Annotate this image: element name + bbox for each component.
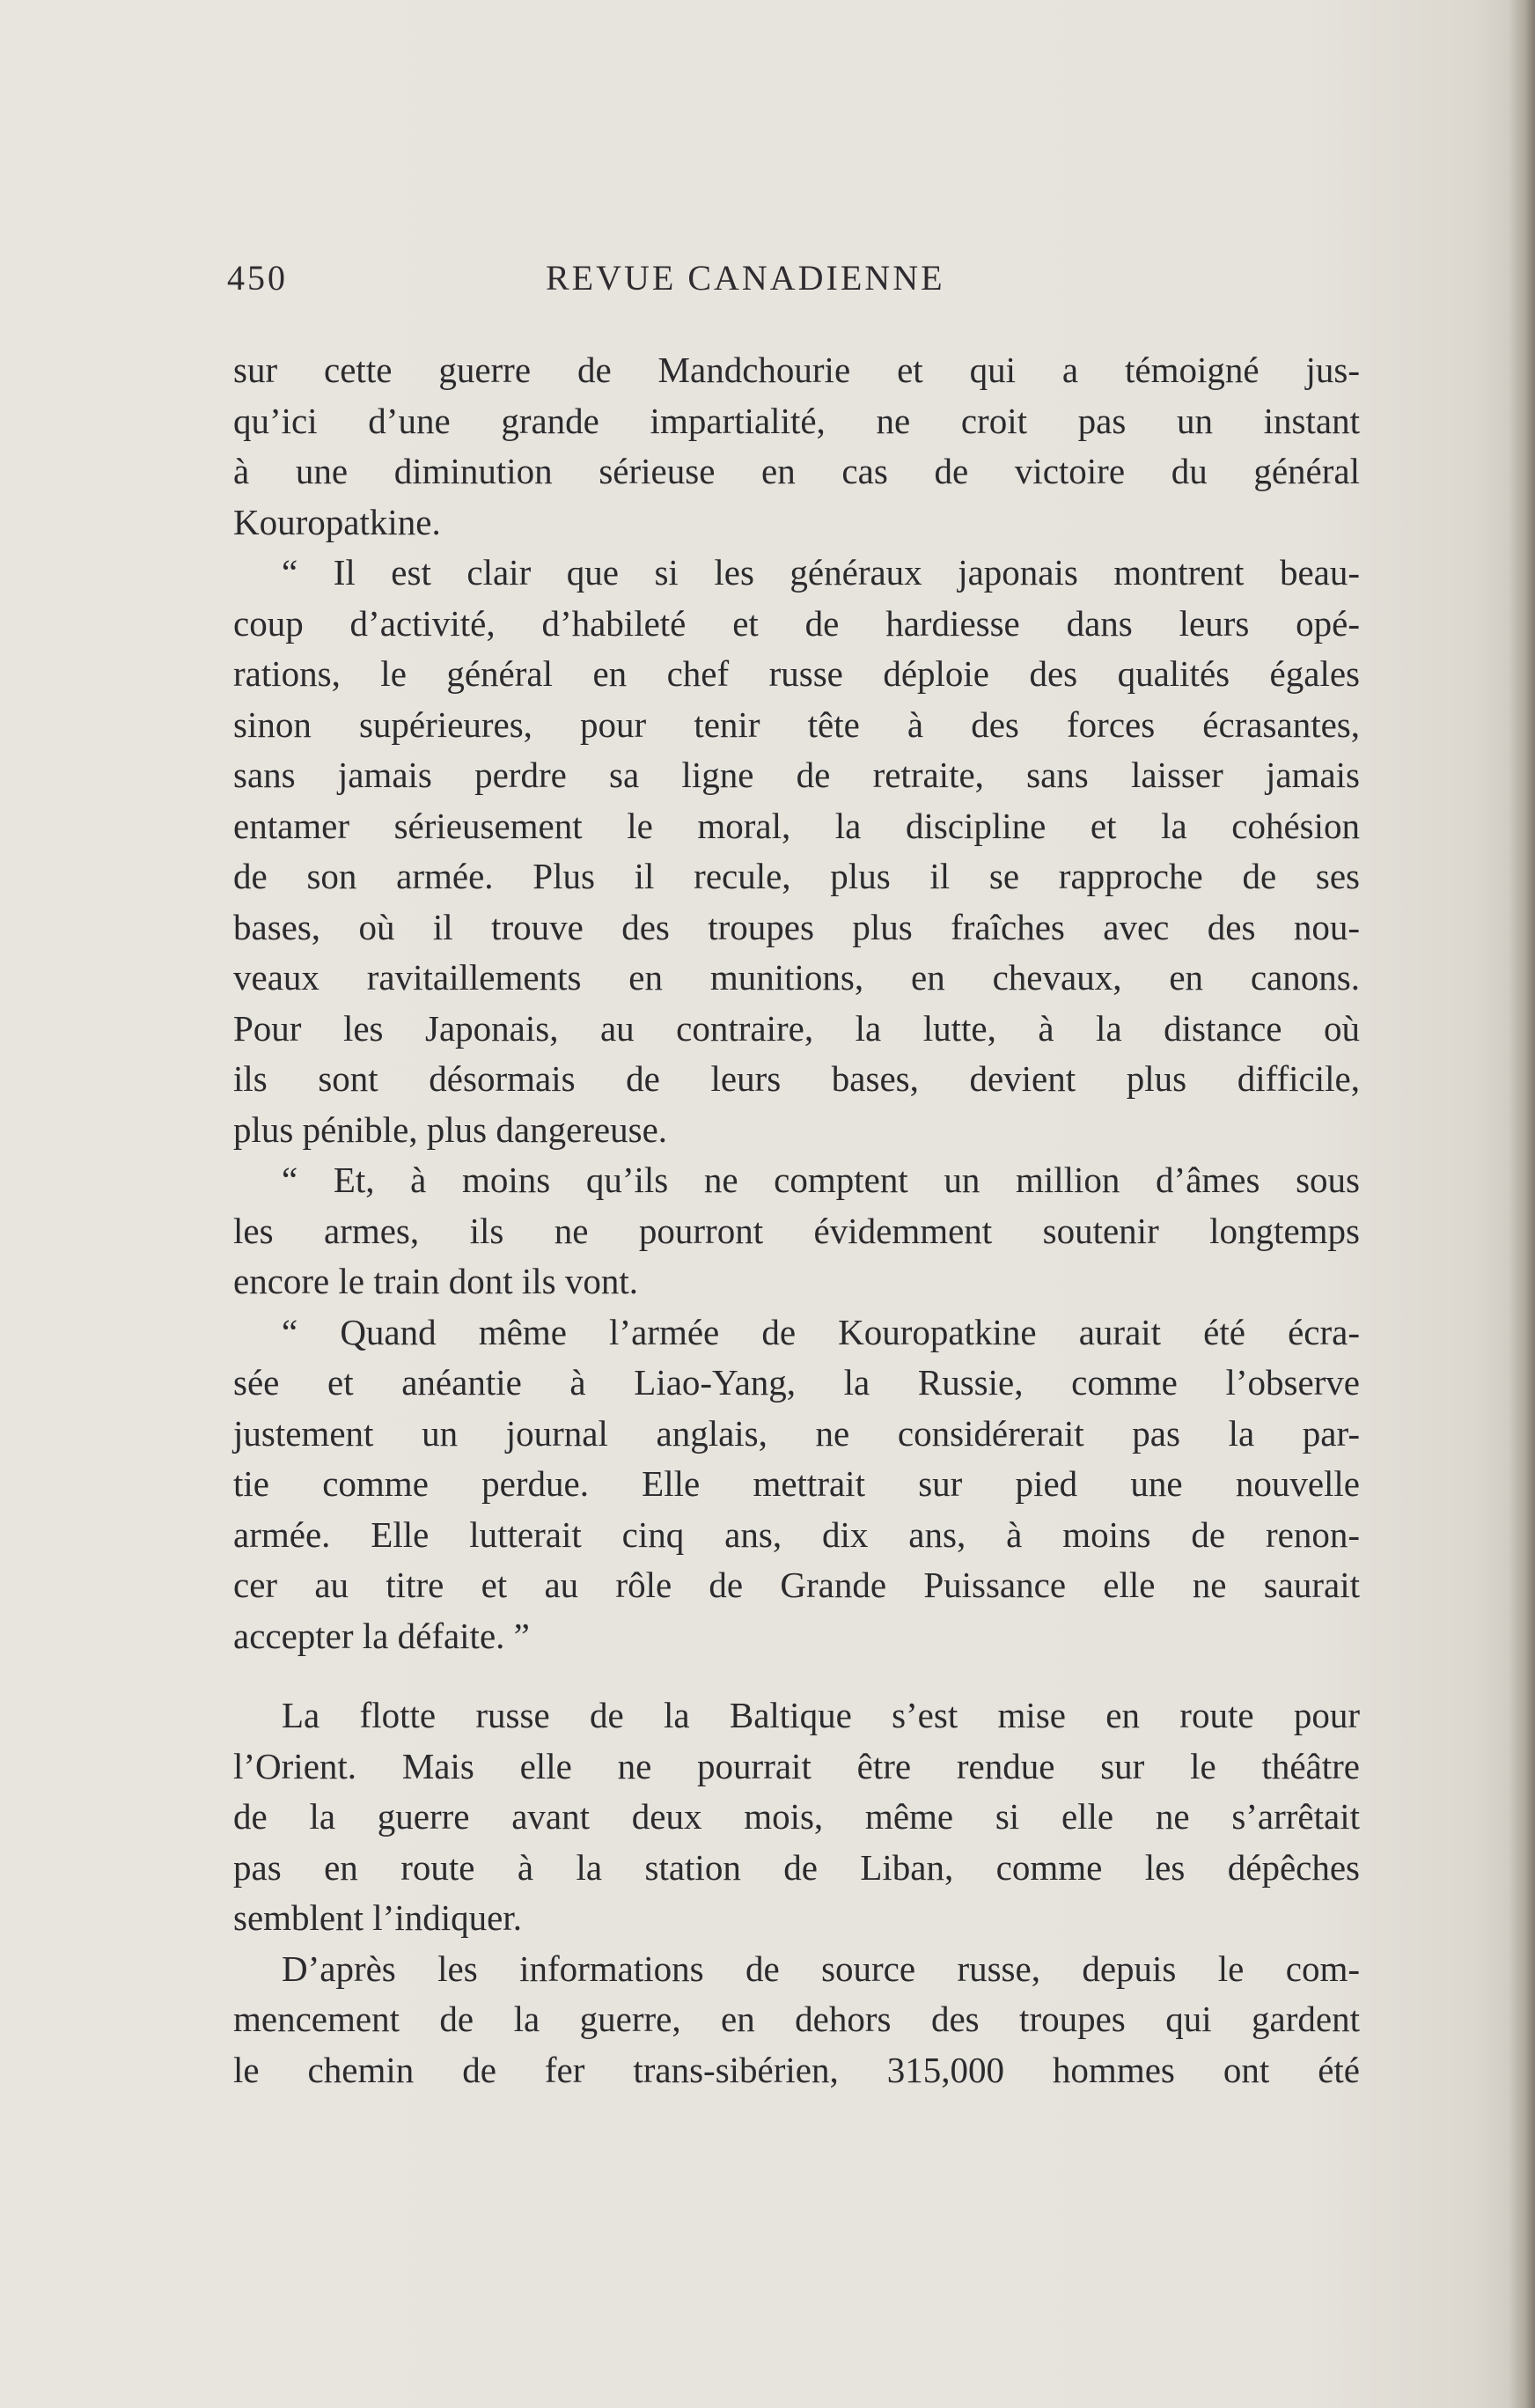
text-line: entamer sérieusement le moral, la discipline et la cohésion (233, 805, 1360, 846)
running-title: REVUE CANADIENNE (546, 258, 945, 298)
text-line: l’Orient. Mais elle ne pourrait être rendue sur le théâtre (233, 1745, 1360, 1786)
text-line: “ Quand même l’armée de Kouropatkine aurait été écra- (282, 1311, 1360, 1352)
text-line: de son armée. Plus il recule, plus il se rapproche de ses (233, 856, 1360, 896)
page-number: 450 (227, 258, 288, 298)
text-line: D’après les informations de source russe, depuis le com- (282, 1948, 1360, 1989)
text-line: sée et anéantie à Liao-Yang, la Russie, comme l’observe (233, 1362, 1360, 1403)
text-line: coup d’activité, d’habileté et de hardiesse dans leurs opé- (233, 602, 1360, 644)
text-line: pas en route à la station de Liban, comme les dépêches (233, 1846, 1360, 1888)
text-line: les armes, ils ne pourront évidemment soutenir longtemps (233, 1210, 1360, 1251)
text-line: ils sont désormais de leurs bases, devient plus difficile, (233, 1058, 1360, 1099)
text-line: qu’ici d’une grande impartialité, ne croit pas un instant (233, 400, 1360, 441)
text-line: tie comme perdue. Elle mettrait sur pied une nouvelle (233, 1463, 1360, 1504)
text-line: armée. Elle lutterait cinq ans, dix ans, à moins de renon- (233, 1513, 1360, 1555)
text-block-news (233, 1690, 1360, 2095)
text-line: accepter la défaite. ” (233, 1615, 530, 1656)
text-line: “ Et, à moins qu’ils ne comptent un million d’âmes sous (282, 1160, 1360, 1200)
text-line: sans jamais perdre sa ligne de retraite, sans laisser jamais (233, 755, 1360, 795)
text-line: sinon supérieures, pour tenir tête à des forces écrasantes, (233, 703, 1360, 745)
text-line: rations, le général en chef russe déploie des qualités égales (233, 653, 1360, 694)
text-block-quote (233, 345, 1360, 1661)
text-line: La flotte russe de la Baltique s’est mise en route pour (282, 1695, 1360, 1735)
text-line: Pour les Japonais, au contraire, la lutte, à la distance où (233, 1007, 1360, 1049)
text-line: Kouropatkine. (233, 501, 441, 542)
running-header (227, 257, 1354, 310)
text-line: à une diminution sérieuse en cas de victoire du général (233, 451, 1360, 491)
text-line: veaux ravitaillements en munitions, en chevaux, en canons. (233, 957, 1360, 998)
text-line: plus pénible, plus dangereuse. (233, 1108, 668, 1150)
text-line: le chemin de fer trans-sibérien, 315,000 hommes ont été (233, 2049, 1360, 2090)
text-line: mencement de la guerre, en dehors des troupes qui gardent (233, 1999, 1360, 2039)
text-line: de la guerre avant deux mois, même si elle ne s’arrêtait (233, 1796, 1360, 1837)
text-line: justement un journal anglais, ne considérerait pas la par- (233, 1412, 1360, 1454)
text-line: semblent l’indiquer. (233, 1897, 522, 1938)
text-line: bases, où il trouve des troupes plus fraîches avec des nou- (233, 906, 1360, 947)
text-line: cer au titre et au rôle de Grande Puissance elle ne saurait (233, 1565, 1360, 1605)
text-line: “ Il est clair que si les généraux japonais montrent beau- (282, 552, 1360, 593)
page-edge-shadow (1509, 0, 1535, 2408)
text-line: encore le train dont ils vont. (233, 1261, 638, 1301)
text-line: sur cette guerre de Mandchourie et qui a témoigné jus- (233, 350, 1360, 390)
